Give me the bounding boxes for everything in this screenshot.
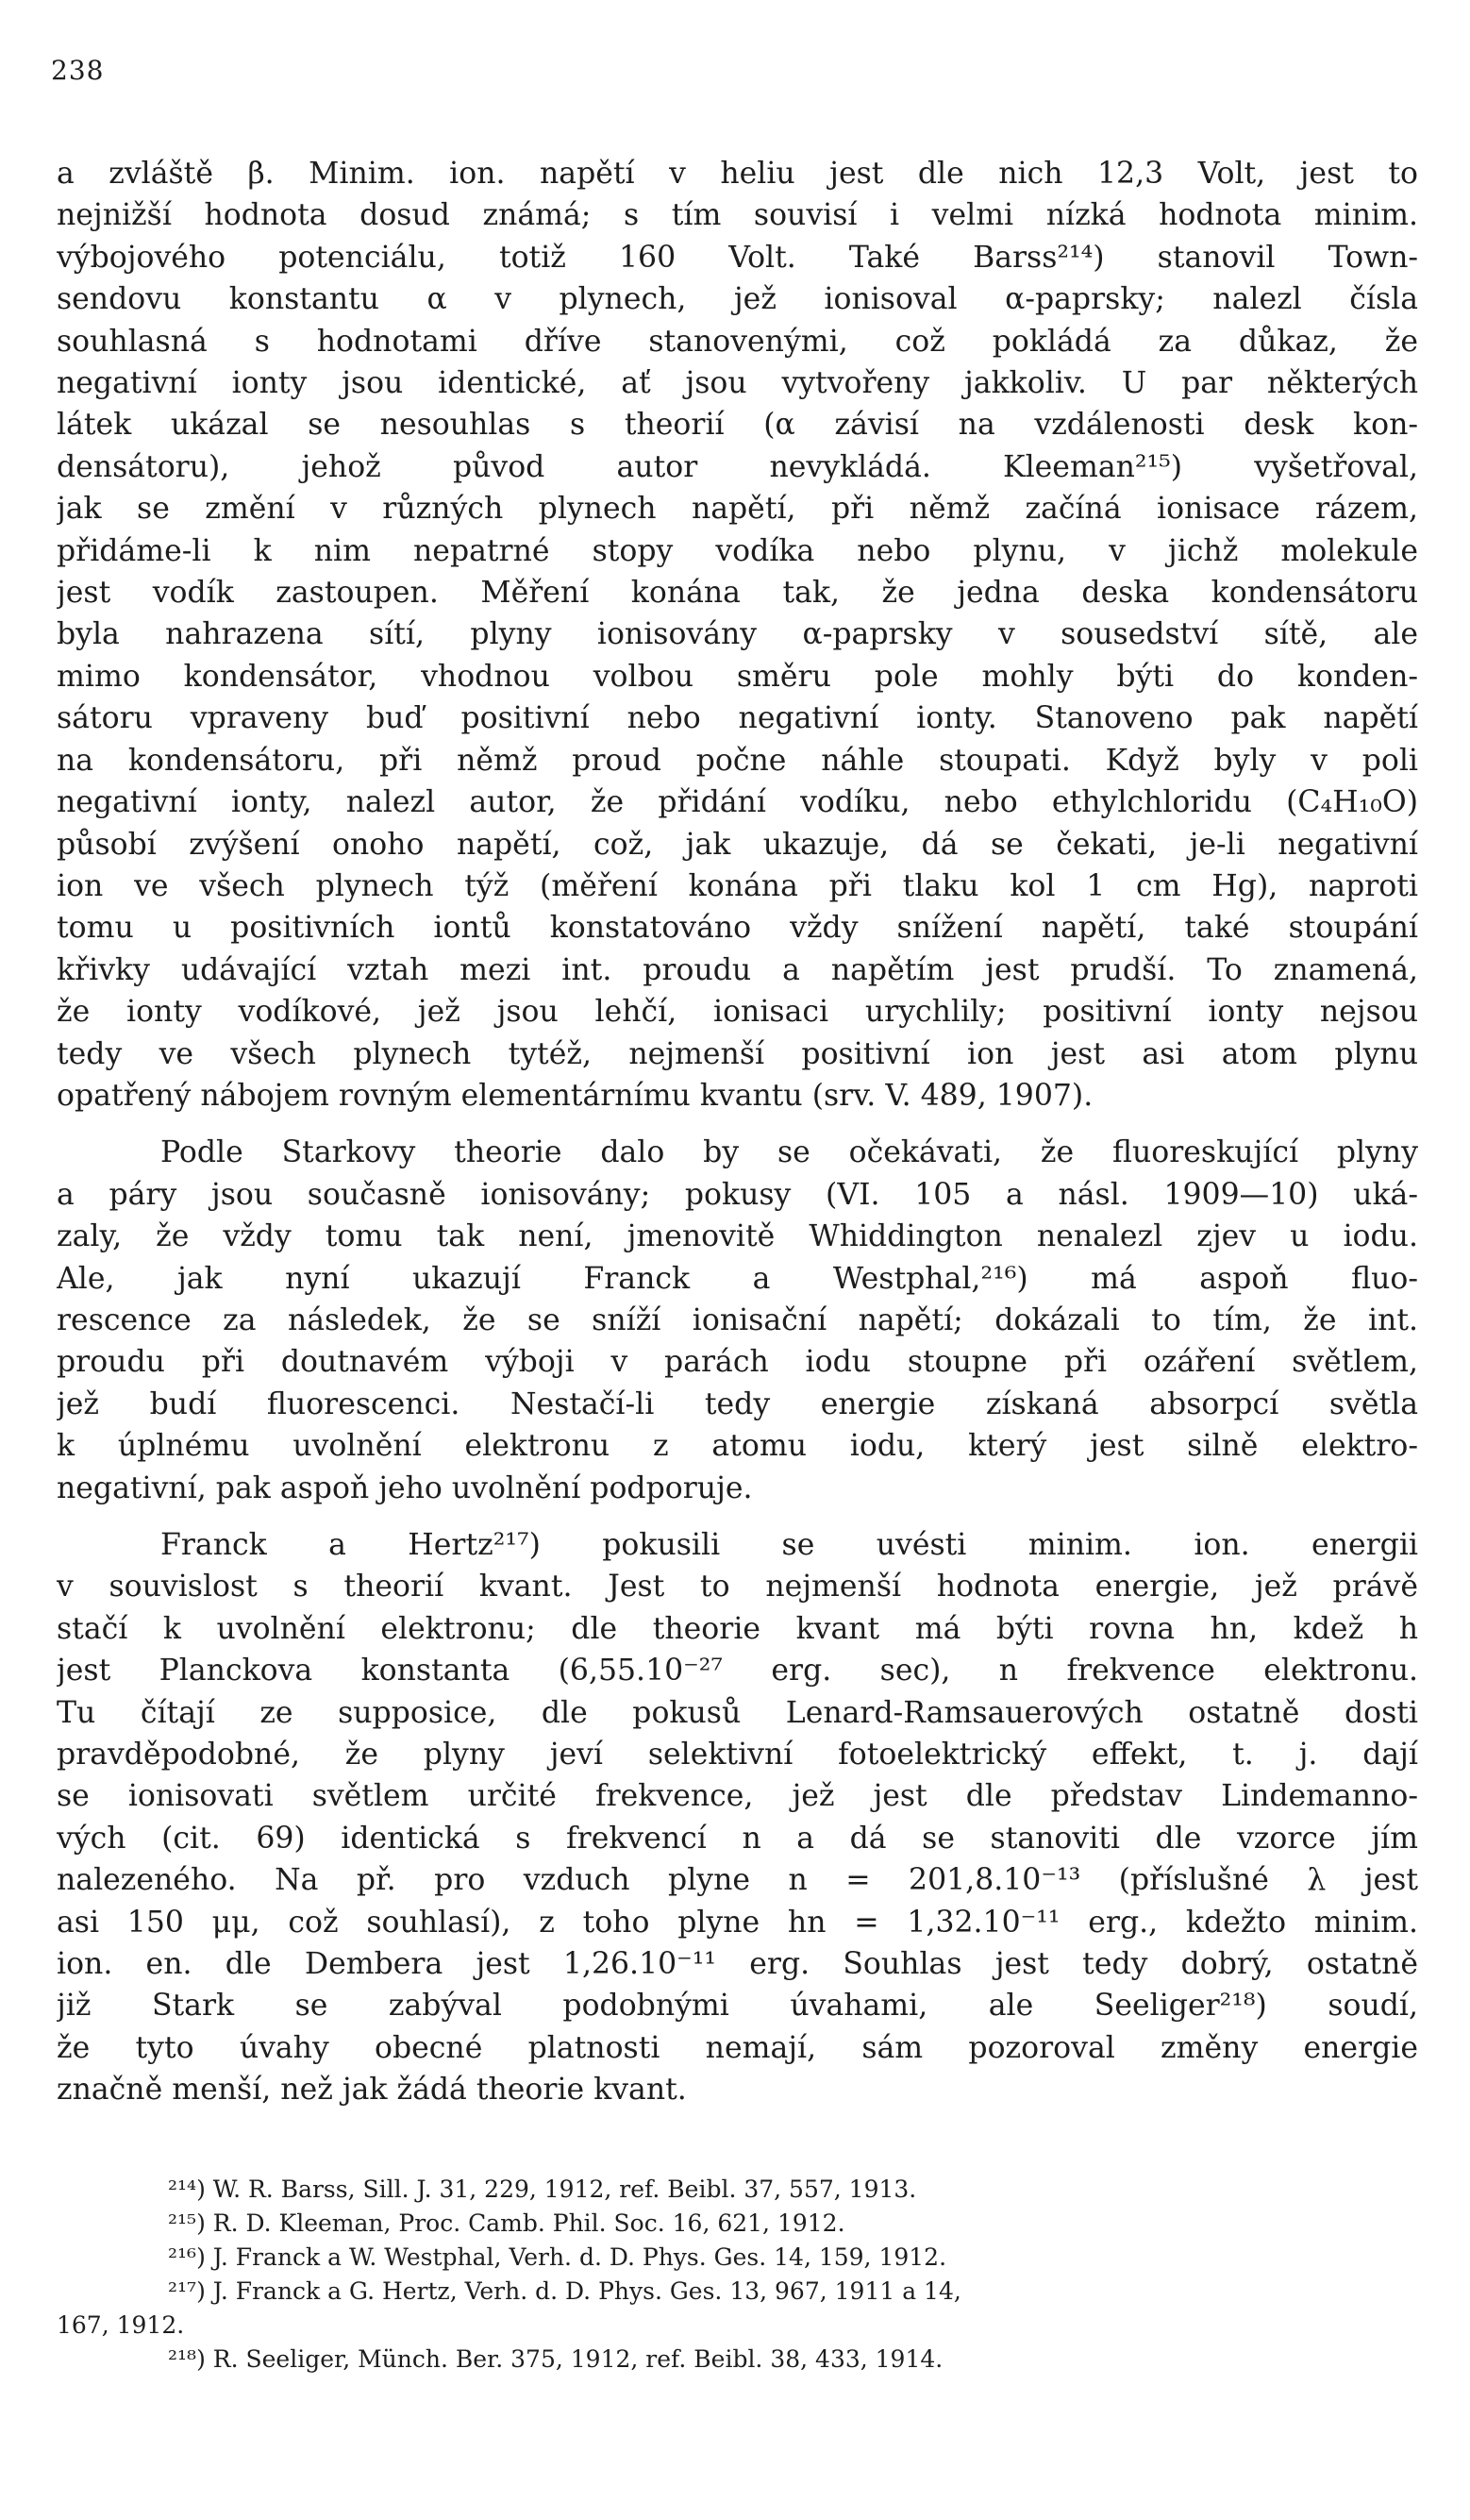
paragraph (57, 1132, 1418, 1509)
text-line: Ale, jak nyní ukazují Franck a Westphal,²¹⁶) má aspoň fluo- (57, 1261, 1418, 1296)
paragraph (57, 1524, 1418, 2111)
text-line: souhlasná s hodnotami dříve stanovenými, což pokládá za důkaz, že (57, 324, 1418, 359)
text-line: tedy ve všech plynech tytéž, nejmenší positivní ion jest asi atom plynu (57, 1036, 1418, 1071)
text-line: nalezeného. Na př. pro vzduch plyne n = 201,8.10⁻¹³ (příslušné λ jest (57, 1863, 1418, 1898)
text-line: k úplnému uvolnění elektronu z atomu iodu, který jest silně elektro- (57, 1429, 1418, 1464)
footnote: ²¹⁴) W. R. Barss, Sill. J. 31, 229, 1912, ref. Beibl. 37, 557, 1913. (168, 2176, 917, 2203)
text-line: opatřený nábojem rovným elementárnímu kvantu (srv. V. 489, 1907). (57, 1078, 1094, 1113)
text-line: křivky udávající vztah mezi int. proudu a napětím jest prudší. To znamená, (57, 952, 1418, 987)
text-line: densátoru), jehož původ autor nevykládá. Kleeman²¹⁵) vyšetřoval, (57, 449, 1418, 484)
text-line: jest vodík zastoupen. Měření konána tak, že jedna deska kondensátoru (57, 576, 1418, 611)
text-line: výbojového potenciálu, totiž 160 Volt. Také Barss²¹⁴) stanovil Town- (57, 240, 1418, 275)
text-line: stačí k uvolnění elektronu; dle theorie kvant má býti rovna hn, kdež h (57, 1611, 1418, 1646)
text-line: a páry jsou současně ionisovány; pokusy (VI. 105 a násl. 1909—10) uká- (57, 1177, 1418, 1212)
text-line: Tu čítají ze supposice, dle pokusů Lenard-Ramsauerových ostatně dosti (57, 1695, 1418, 1730)
text-line: rescence za následek, že se sníží ionisační napětí; dokázali to tím, že int. (57, 1302, 1418, 1337)
text-line: tomu u positivních iontů konstatováno vždy snížení napětí, také stoupání (57, 911, 1418, 946)
text-line: látek ukázal se nesouhlas s theorií (α závisí na vzdálenosti desk kon- (57, 408, 1418, 443)
footnote: ²¹⁵) R. D. Kleeman, Proc. Camb. Phil. Soc. 16, 621, 1912. (168, 2209, 845, 2237)
text-line: zaly, že vždy tomu tak není, jmenovitě Whiddington nenalezl zjev u iodu. (57, 1219, 1418, 1254)
text-line: že ionty vodíkové, jež jsou lehčí, ionisaci urychlily; positivní ionty nejsou (57, 995, 1418, 1030)
text-line: působí zvýšení onoho napětí, což, jak ukazuje, dá se čekati, je-li negativní (57, 827, 1418, 862)
text-line: ion. en. dle Dembera jest 1,26.10⁻¹¹ erg. Souhlas jest tedy dobrý, ostatně (57, 1947, 1418, 1982)
text-line: jest Planckova konstanta (6,55.10⁻²⁷ erg. sec), n frekvence elektronu. (57, 1654, 1418, 1688)
text-line: negativní ionty jsou identické, ať jsou vytvořeny jakkoliv. U par některých (57, 366, 1418, 401)
footnote-continuation: 167, 1912. (57, 2311, 185, 2339)
text-line: nejnižší hodnota dosud známá; s tím souvisí i velmi nízká hodnota minim. (57, 198, 1418, 233)
text-line: asi 150 μμ, což souhlasí), z toho plyne hn = 1,32.10⁻¹¹ erg., kdežto minim. (57, 1905, 1418, 1940)
text-line: vých (cit. 69) identická s frekvencí n a dá se stanoviti dle vzorce jím (57, 1821, 1418, 1856)
paragraph (57, 153, 1418, 1117)
text-line: sendovu konstantu α v plynech, jež ionisoval α-paprsky; nalezl čísla (57, 282, 1418, 317)
text-line: mimo kondensátor, vhodnou volbou směru pole mohly býti do konden- (57, 659, 1418, 694)
text-line: se ionisovati světlem určité frekvence, jež jest dle představ Lindemanno- (57, 1779, 1418, 1814)
footnotes (57, 2173, 1418, 2377)
text-line: Podle Starkovy theorie dalo by se očekávati, že fluoreskující plyny (160, 1135, 1418, 1170)
body-text (57, 153, 1418, 2126)
footnote: ²¹⁸) R. Seeliger, Münch. Ber. 375, 1912, ref. Beibl. 38, 433, 1914. (168, 2345, 944, 2373)
text-line: a zvláště β. Minim. ion. napětí v heliu jest dle nich 12,3 Volt, jest to (57, 157, 1418, 191)
text-line: pravděpodobné, že plyny jeví selektivní fotoelektrický effekt, t. j. dají (57, 1738, 1418, 1772)
text-line: negativní, pak aspoň jeho uvolnění podporuje. (57, 1470, 753, 1505)
text-line: Franck a Hertz²¹⁷) pokusili se uvésti minim. ion. energii (160, 1528, 1418, 1562)
text-line: již Stark se zabýval podobnými úvahami, ale Seeliger²¹⁸) soudí, (57, 1989, 1418, 2024)
text-line: jak se změní v různých plynech napětí, při němž začíná ionisace rázem, (57, 492, 1418, 527)
footnote: ²¹⁷) J. Franck a G. Hertz, Verh. d. D. Phys. Ges. 13, 967, 1911 a 14, (168, 2277, 961, 2305)
text-line: přidáme-li k nim nepatrné stopy vodíka nebo plynu, v jichž molekule (57, 533, 1418, 568)
page-number: 238 (51, 55, 105, 86)
text-line: sátoru vpraveny buď positivní nebo negativní ionty. Stanoveno pak napětí (57, 701, 1418, 736)
text-line: negativní ionty, nalezl autor, že přidání vodíku, nebo ethylchloridu (C₄H₁₀O) (57, 785, 1418, 820)
text-line: proudu při doutnavém výboji v parách iodu stoupne při ozáření světlem, (57, 1345, 1418, 1380)
text-line: jež budí fluorescenci. Nestačí-li tedy energie získaná absorpcí světla (57, 1386, 1418, 1421)
text-line: že tyto úvahy obecné platnosti nemají, sám pozoroval změny energie (57, 2030, 1418, 2065)
text-line: ion ve všech plynech týž (měření konána při tlaku kol 1 cm Hg), naproti (57, 868, 1418, 903)
text-line: značně menší, než jak žádá theorie kvant. (57, 2073, 687, 2108)
text-line: v souvislost s theorií kvant. Jest to nejmenší hodnota energie, jež právě (57, 1570, 1418, 1604)
text-line: na kondensátoru, při němž proud počne náhle stoupati. Když byly v poli (57, 743, 1418, 778)
footnote: ²¹⁶) J. Franck a W. Westphal, Verh. d. D. Phys. Ges. 14, 159, 1912. (168, 2243, 947, 2271)
text-line: byla nahrazena sítí, plyny ionisovány α-paprsky v sousedství sítě, ale (57, 617, 1418, 652)
